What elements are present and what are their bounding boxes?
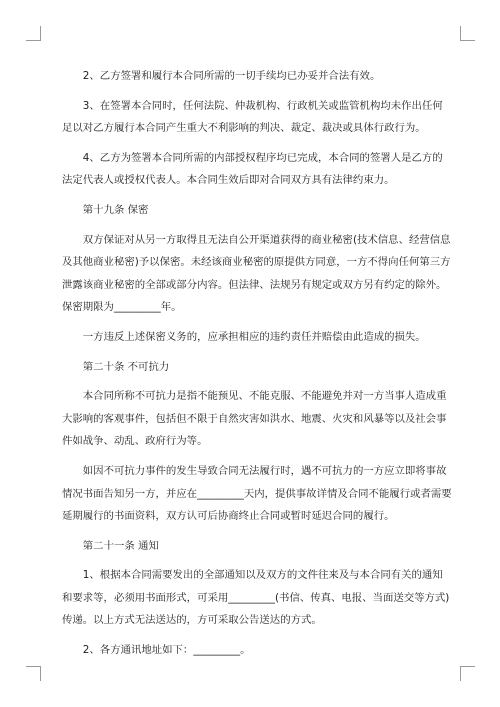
paragraph-line: 第二十条 不可抗力 [82,360,170,373]
clause-paragraph [62,65,437,88]
paragraph-line: 本合同所称不可抗力是指不能预见、不能克服、不能避免并对一方当事人造成重 [82,390,447,403]
paragraph-line: 件如战争、动乱、政府行为等。 [62,435,208,448]
paragraph-line: 一方违反上述保密义务的，应承担相应的违约责任并赔偿由此造成的损失。 [82,330,426,343]
paragraph-line: 4、乙方为签署本合同所需的内部授权程序均已完成，本合同的签署人是乙方的 [82,151,443,164]
paragraph-line: 第二十一条 通知 [82,539,159,552]
page-corner-mark-bottom-right [460,666,475,681]
article-heading [62,356,437,379]
clause-paragraph [62,639,437,662]
paragraph-line: 双方保证对从另一方取得且无法自公开渠道获得的商业秘密(技术信息、经营信息 [82,233,451,246]
clause-paragraph [62,385,447,453]
page-corner-mark-top-left [26,26,41,41]
paragraph-line: 保密期限为_________年。 [62,301,182,314]
paragraph-line: 足以对乙方履行本合同产生重大不利影响的判决、裁定、裁决或具体行政行为。 [62,122,426,135]
paragraph-line: 和要求等，必须用书面形式，可采用_________(书信、传真、电报、当面送交等方式) [62,591,450,604]
clause-paragraph [62,95,443,140]
paragraph-line: 3、在签署本合同时，任何法院、仲裁机构、行政机关或监管机构均未作出任何 [82,99,443,112]
clause-paragraph [62,229,451,319]
paragraph-line: 大影响的客观事件，包括但不限于自然灾害如洪水、地震、火灾和风暴等以及社会事 [62,412,447,425]
paragraph-line: 2、各方通讯地址如下：_________。 [82,644,251,657]
paragraph-line: 如因不可抗力事件的发生导致合同无法履行时，遇不可抗力的一方应立即将事故 [82,464,447,477]
paragraph-line: 法定代表人或授权代表人。本合同生效后即对合同双方具有法律约束力。 [62,174,395,187]
paragraph-line: 第十九条 保密 [82,203,149,216]
paragraph-line: 传递。以上方式无法送达的，方可采取公告送达的方式。 [62,614,322,627]
clause-paragraph [62,326,437,349]
paragraph-line: 及其他商业秘密)予以保密。未经该商业秘密的原提供方同意，一方不得向任何第三方 [62,256,451,269]
clause-paragraph [62,564,450,632]
paragraph-line: 泄露该商业秘密的全部或部分内容。但法律、法规另有规定或双方另有约定的除外。 [62,278,447,291]
paragraph-line: 情况书面告知另一方，并应在_________天内，提供事故详情及合同不能履行或者需要 [62,487,452,500]
clause-paragraph [62,147,443,192]
page-corner-mark-top-right [460,26,475,41]
article-heading [62,199,437,222]
paragraph-line: 延期履行的书面资料，双方认可后协商终止合同或暂时延迟合同的履行。 [62,510,395,523]
page-corner-mark-bottom-left [26,666,41,681]
document-body [62,65,452,669]
clause-paragraph [62,460,452,528]
paragraph-line: 2、乙方签署和履行本合同所需的一切手续均已办妥并合法有效。 [82,70,381,82]
paragraph-line: 1、根据本合同需要发出的全部通知以及双方的文件往来及与本合同有关的通知 [82,569,443,582]
article-heading [62,535,437,558]
